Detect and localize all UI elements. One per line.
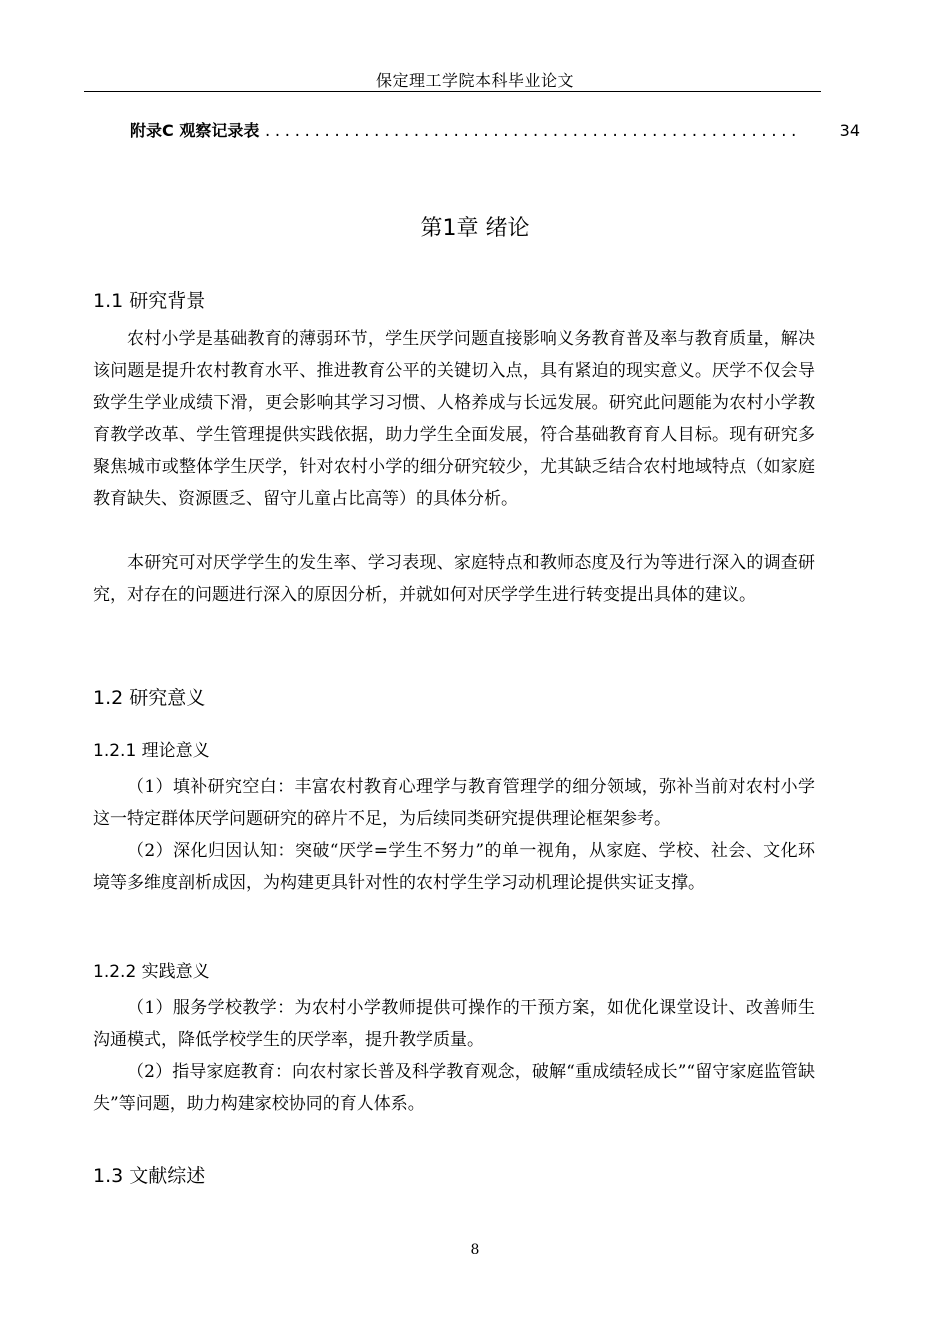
chapter-title: 第1章 绪论 xyxy=(420,216,530,241)
paragraph-practice-2: （2）指导家庭教育：向农村家长普及科学教育观念，破解“重成绩轻成长”“留守家庭监管缺失”等问题，助力构建家校协同的育人体系。 xyxy=(93,1062,815,1114)
toc-entry-label: 附录C 观察记录表 xyxy=(130,121,260,140)
section-heading-1-2-1: 1.2.1 理论意义 xyxy=(93,741,210,761)
paragraph-theory-1: （1）填补研究空白：丰富农村教育心理学与教育管理学的细分领域，弥补当前对农村小学这一特定群体厌学问题研究的碎片不足，为后续同类研究提供理论框架参考。 xyxy=(93,777,815,829)
paragraph-theory-2: （2）深化归因认知：突破“厌学=学生不努力”的单一视角，从家庭、学校、社会、文化环境等多维度剖析成因，为构建更具针对性的农村学生学习动机理论提供实证支撑。 xyxy=(93,841,815,893)
section-heading-1-1: 1.1 研究背景 xyxy=(93,290,206,312)
section-heading-1-2-2: 1.2.2 实践意义 xyxy=(93,962,210,982)
paragraph-background-1: 农村小学是基础教育的薄弱环节，学生厌学问题直接影响义务教育普及率与教育质量，解决该问题是提升农村教育水平、推进教育公平的关键切入点，具有紧迫的现实意义。厌学不仅会导致学生学业成绩下滑，更会影响其学习习惯、人格养成与长远发展。研究此问题能为农村小学教育教学改革、学生管理提供实践依据，助力学生全面发展，符合基础教育育人目标。现有研究多聚焦城市或整体学生厌学，针对农村小学的细分研究较少，尤其缺乏结合农村地域特点（如家庭教育缺失、资源匮乏、留守儿童占比高等）的具体分析。 xyxy=(93,329,815,509)
toc-entry xyxy=(130,118,860,141)
running-header: 保定理工学院本科毕业论文 xyxy=(375,71,574,90)
toc-entry-page: 34 xyxy=(839,121,860,140)
page-number: 8 xyxy=(470,1242,480,1258)
paragraph-background-2: 本研究可对厌学学生的发生率、学习表现、家庭特点和教师态度及行为等进行深入的调查研究，对存在的问题进行深入的原因分析，并就如何对厌学学生进行转变提出具体的建议。 xyxy=(93,553,815,605)
paragraph-practice-1: （1）服务学校教学：为农村小学教师提供可操作的干预方案，如优化课堂设计、改善师生沟通模式，降低学校学生的厌学率，提升教学质量。 xyxy=(93,998,815,1050)
header-divider xyxy=(84,91,821,92)
section-heading-1-2: 1.2 研究意义 xyxy=(93,687,206,709)
section-heading-1-3: 1.3 文献综述 xyxy=(93,1165,206,1187)
toc-leader-dots: ...................................................... xyxy=(263,124,800,140)
